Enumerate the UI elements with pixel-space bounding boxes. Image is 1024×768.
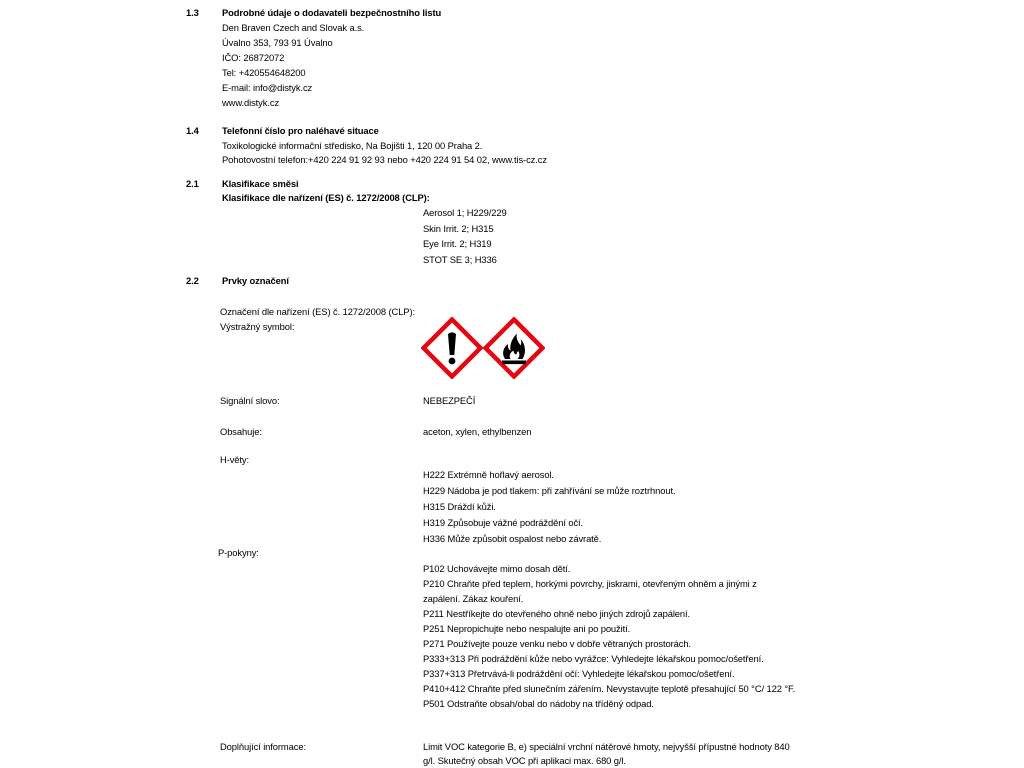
p-statements-list xyxy=(423,561,795,712)
supplier-phone: Tel: +420554648200 xyxy=(222,66,306,78)
p-statement: P271 Používejte pouze venku nebo v dobře větraných prostorách. xyxy=(423,637,691,649)
h-statements-label: H-věty: xyxy=(220,454,249,465)
section-number-2-1: 2.1 xyxy=(186,177,199,189)
flame-icon xyxy=(483,317,545,379)
h-statements-list xyxy=(423,467,675,547)
emergency-phone: Pohotovostní telefon:+420 224 91 92 93 nebo +420 224 91 54 02, www.tis-cz.cz xyxy=(222,154,547,165)
signal-word: NEBEZPEČÍ xyxy=(423,395,476,406)
contains-label: Obsahuje: xyxy=(220,426,262,437)
supplier-website: www.distyk.cz xyxy=(222,96,280,108)
classification-item: STOT SE 3; H336 xyxy=(423,253,497,265)
section-title-classification: Klasifikace směsi xyxy=(222,177,299,189)
section-title-emergency-phone: Telefonní číslo pro naléhavé situace xyxy=(222,125,379,136)
section-title-label-elements: Prvky označení xyxy=(222,275,289,286)
section-1-3-block xyxy=(222,5,441,110)
p-statement: P333+313 Při podráždění kůže nebo vyrážce: Vyhledejte lékařskou pomoc/ošetření. xyxy=(423,653,764,665)
p-statement: P102 Uchovávejte mimo dosah dětí. xyxy=(423,562,571,574)
p-statement: P501 Odstraňte obsah/obal do nádoby na tříděný odpad. xyxy=(423,698,654,710)
toxicology-center: Toxikologické informační středisko, Na Bojišti 1, 120 00 Praha 2. xyxy=(222,139,483,151)
classification-item: Skin Irrit. 2; H315 xyxy=(423,222,494,234)
contains-value: aceton, xylen, ethylbenzen xyxy=(423,426,532,437)
classification-item: Aerosol 1; H229/229 xyxy=(423,207,507,219)
p-statement-continuation: zapálení. Zákaz kouření. xyxy=(423,592,524,604)
supplier-email: E-mail: info@distyk.cz xyxy=(222,81,313,93)
h-statement: H229 Nádoba je pod tlakem: při zahřívání se může roztrhnout. xyxy=(423,485,676,496)
p-statement: P211 Nestříkejte do otevřeného ohně nebo jiných zdrojů zapálení. xyxy=(423,607,691,619)
labelling-regulation: Označení dle nařízení (ES) č. 1272/2008 (CLP): xyxy=(220,306,415,317)
h-statement: H222 Extrémně hořlavý aerosol. xyxy=(423,469,554,480)
supplier-company: Den Braven Czech and Slovak a.s. xyxy=(222,21,365,33)
classification-list xyxy=(423,205,507,267)
p-statement: P410+412 Chraňte před slunečním zářením. Nevystavujte teplotě přesahující 50 °C/ 122 °F. xyxy=(423,683,796,695)
section-1-4-block xyxy=(222,124,547,168)
h-statement: H315 Dráždí kůži. xyxy=(423,501,496,512)
h-statement: H336 Může způsobit ospalost nebo závratě. xyxy=(423,533,602,544)
p-statement: P337+313 Přetrvává-li podráždění očí: Vyhledejte lékařskou pomoc/ošetření. xyxy=(423,668,735,680)
p-statements-label: P-pokyny: xyxy=(218,547,259,558)
exclamation-mark-icon xyxy=(421,317,483,379)
section-number-1-4: 1.4 xyxy=(186,125,199,136)
supplementary-info-label: Doplňující informace: xyxy=(220,741,306,752)
voc-limit-text: Limit VOC kategorie B, e) speciální vrchní nátěrové hmoty, nejvyšší přípustné hodnoty 840 xyxy=(423,741,790,752)
section-number-2-2: 2.2 xyxy=(186,275,199,286)
section-2-1-block xyxy=(222,177,430,206)
labelling-intro-block xyxy=(220,305,415,334)
supplier-ico: IČO: 26872072 xyxy=(222,51,285,63)
signal-word-label: Signální slovo: xyxy=(220,395,280,406)
h-statement: H319 Způsobuje vážné podráždění očí. xyxy=(423,517,584,528)
supplementary-info-block xyxy=(423,740,790,768)
p-statement: P251 Nepropichujte nebo nespalujte ani po použití. xyxy=(423,622,631,634)
section-number-1-3: 1.3 xyxy=(186,6,199,18)
supplier-address: Úvalno 353, 793 91 Úvalno xyxy=(222,36,333,48)
classification-regulation: Klasifikace dle nařízení (ES) č. 1272/2008 (CLP): xyxy=(222,192,430,204)
hazard-symbol-label: Výstražný symbol: xyxy=(220,320,295,332)
classification-item: Eye Irrit. 2; H319 xyxy=(423,238,492,250)
p-statement: P210 Chraňte před teplem, horkými povrchy, jiskrami, otevřeným ohněm a jinými z xyxy=(423,577,757,589)
voc-limit-text: g/l. Skutečný obsah VOC při aplikaci max. 680 g/l. xyxy=(423,754,626,766)
section-title-supplier: Podrobné údaje o dodavateli bezpečnostního listu xyxy=(222,6,442,18)
